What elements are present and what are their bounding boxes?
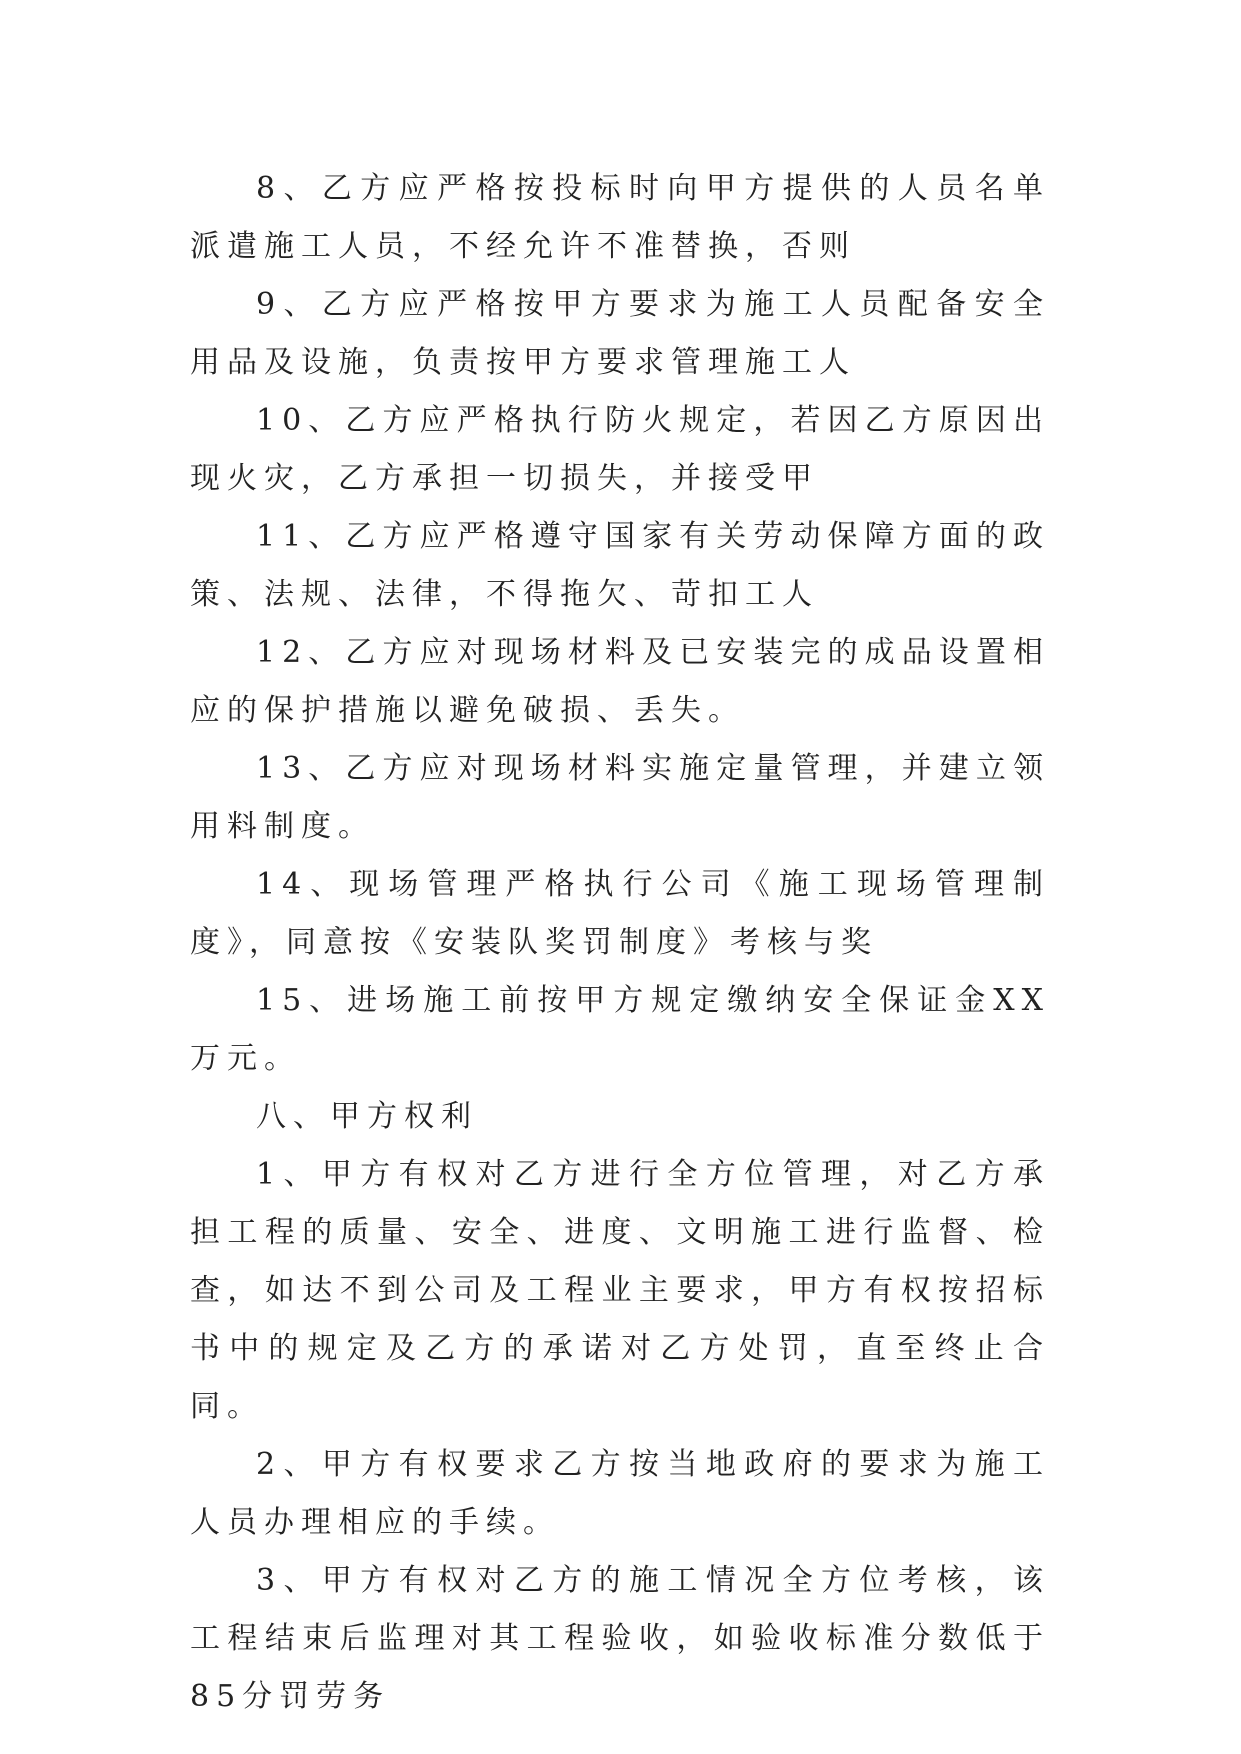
clause-13: 13、乙方应对现场材料实施定量管理，并建立领用料制度。 bbox=[190, 751, 1050, 844]
clause-11: 11、乙方应严格遵守国家有关劳动保障方面的政策、法规、法律，不得拖欠、苛扣工人 bbox=[190, 519, 1050, 612]
section-heading: 八、甲方权利 bbox=[256, 1099, 478, 1134]
clause-10: 10、乙方应严格执行防火规定，若因乙方原因出现火灾，乙方承担一切损失，并接受甲 bbox=[190, 403, 1050, 496]
right-1: 1、甲方有权对乙方进行全方位管理，对乙方承担工程的质量、安全、进度、文明施工进行监督、检查，如达不到公司及工程业主要求，甲方有权按招标书中的规定及乙方的承诺对乙方处罚，直至终止合同。 bbox=[190, 1157, 1050, 1424]
clause-8: 8、乙方应严格按投标时向甲方提供的人员名单派遣施工人员，不经允许不准替换，否则 bbox=[190, 171, 1050, 264]
clause-15: 15、进场施工前按甲方规定缴纳安全保证金XX万元。 bbox=[190, 983, 1050, 1076]
right-2: 2、甲方有权要求乙方按当地政府的要求为施工人员办理相应的手续。 bbox=[190, 1447, 1050, 1540]
document-body bbox=[190, 160, 1050, 1726]
right-3: 3、甲方有权对乙方的施工情况全方位考核，该工程结束后监理对其工程验收，如验收标准分数低于85分罚劳务 bbox=[190, 1563, 1050, 1714]
clause-14: 14、现场管理严格执行公司《施工现场管理制度》，同意按《安装队奖罚制度》考核与奖 bbox=[190, 867, 1050, 960]
clause-12: 12、乙方应对现场材料及已安装完的成品设置相应的保护措施以避免破损、丢失。 bbox=[190, 635, 1050, 728]
clause-9: 9、乙方应严格按甲方要求为施工人员配备安全用品及设施，负责按甲方要求管理施工人 bbox=[190, 287, 1050, 380]
